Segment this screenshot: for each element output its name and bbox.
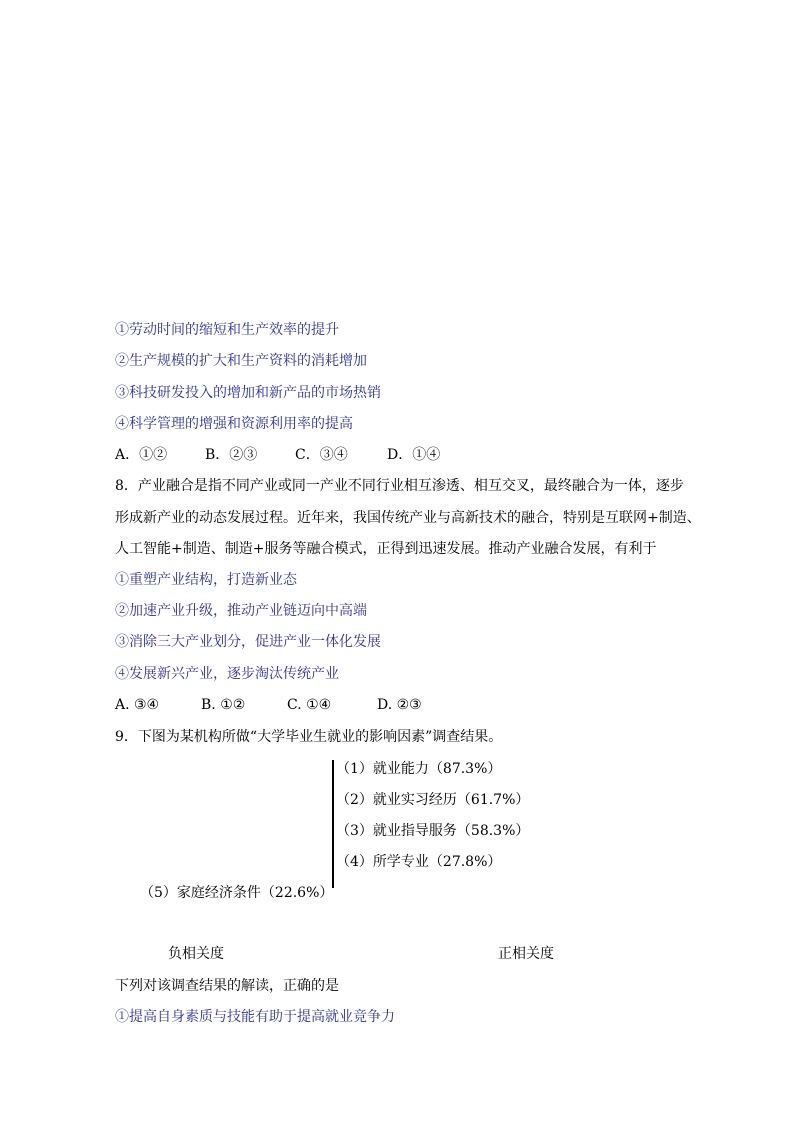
q7-answer-b: B．②③ xyxy=(205,447,258,463)
q7-option-3: ③科技研发投入的增加和新产品的市场热销 xyxy=(115,385,381,401)
q7-option-2: ②生产规模的扩大和生产资料的消耗增加 xyxy=(115,353,367,369)
q8-answer-row xyxy=(115,696,422,714)
q7-answer-c: C．③④ xyxy=(295,447,348,463)
q8-stem-line-1: 8．产业融合是指不同产业或同一产业不同行业相互渗透、相互交叉，最终融合为一体，逐步 xyxy=(115,478,684,494)
q7-answer-row xyxy=(115,446,440,464)
q7-answer-a: A．①② xyxy=(115,447,168,463)
q8-option-1: ①重塑产业结构，打造新业态 xyxy=(115,572,297,588)
q8-option-2: ②加速产业升级，推动产业链迈向中高端 xyxy=(115,603,367,619)
q8-answer-c: C. ①④ xyxy=(287,697,332,713)
q9-question: 下列对该调查结果的解读，正确的是 xyxy=(115,978,339,994)
correlation-axis-line xyxy=(332,760,334,888)
positive-factor-1: （1）就业能力（87.3%） xyxy=(336,761,502,777)
negative-factor-1: （5）家庭经济条件（22.6%） xyxy=(140,885,334,901)
q9-option-1: ①提高自身素质与技能有助于提高就业竞争力 xyxy=(115,1009,395,1025)
q7-option-1: ①劳动时间的缩短和生产效率的提升 xyxy=(115,322,339,338)
q8-answer-b: B. ①② xyxy=(201,697,246,713)
q7-answer-d: D．①④ xyxy=(387,447,441,463)
q7-option-4: ④科学管理的增强和资源利用率的提高 xyxy=(115,416,353,432)
q8-option-3: ③消除三大产业划分，促进产业一体化发展 xyxy=(115,634,381,650)
q8-stem-line-3: 人工智能+制造、制造+服务等融合模式，正得到迅速发展。推动产业融合发展，有利于 xyxy=(115,541,657,557)
q9-stem: 9．下图为某机构所做“大学毕业生就业的影响因素”调查结果。 xyxy=(115,729,503,745)
q8-answer-d: D. ②③ xyxy=(377,697,422,713)
positive-correlation-label: 正相关度 xyxy=(498,946,554,962)
positive-factor-2: （2）就业实习经历（61.7%） xyxy=(336,792,530,808)
q8-stem-line-2: 形成新产业的动态发展过程。近年来，我国传统产业与高新技术的融合，特别是互联网+制造、 xyxy=(115,510,701,526)
negative-correlation-label: 负相关度 xyxy=(168,946,224,962)
q8-option-4: ④发展新兴产业，逐步淘汰传统产业 xyxy=(115,666,339,682)
positive-factor-3: （3）就业指导服务（58.3%） xyxy=(336,823,530,839)
q8-answer-a: A. ③④ xyxy=(115,697,160,713)
positive-factor-4: （4）所学专业（27.8%） xyxy=(336,854,502,870)
